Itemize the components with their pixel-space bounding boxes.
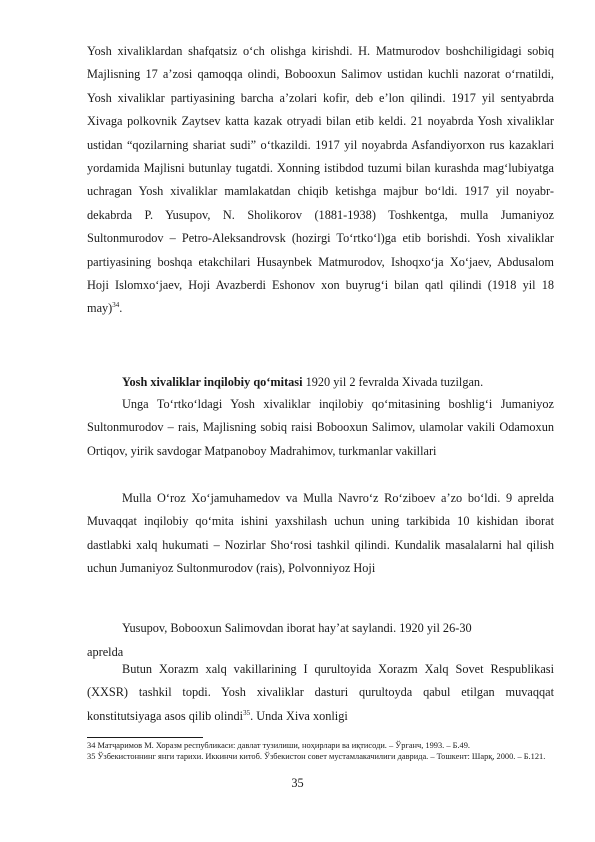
section-heading [87, 373, 554, 391]
paragraph-1 [87, 40, 554, 321]
paragraph-6-text: Butun Xorazm xalq vakillarining I qurultoyida Xorazm Xalq Sovet Respublikasi (XXSR) tashkil topdi. Yosh xivaliklar dasturi qurultoyda qabul etilgan muvaqqat konstitutsiyaga asos qilib olindi [87, 662, 554, 723]
paragraph-6-end: . Unda Xiva xonligi [250, 708, 348, 723]
paragraph-1-text: Yosh xivaliklardan shafqatsiz o‘ch olishga kirishdi. H. Matmurodov boshchiligidagi sobiq Majlisning 17 a’zosi qamoqqa olindi, Bobooxun Salimov ustidan kuchli nazorat o‘rnatildi, Yosh xivaliklar partiyasining barcha a’zolari kofir, deb e’lon qilindi. 1917 yil sentyabrda Xivaga polkovnik Zaytsev katta kazak otryadi bilan etib keldi. 21 noyabrda Yosh xivaliklar ustidan “qozilarning shariat sudi” o‘tkazildi. 1917 yil noyabrda Asfandiyorxon rus kazaklari yordamida Majlisni butunlay tugatdi. Xonning istibdod tuzumi bilan kurashda mag‘lubiyatga uchragan Yosh xivaliklar mamlakatdan chiqib ketishga majbur bo‘ldi. 1917 yil noyabr- dekabrda P. Yusupov, N. Sholikorov (1881-1938) Toshkentga, mulla Jumaniyoz Sultonmurodov – Petro-Aleksandrovsk (hozirgi To‘rtko‘l)ga etib borishdi. Yosh xivaliklar partiyasining boshqa etakchilari Husaynbek Matmurodov, Ishoqxo‘ja Xo‘jaev, Abdusalom Hoji Islomxo‘jaev, Hoji Avazberdi Eshonov xon buyrug‘i bilan qatl qilindi (1918 yil 18 may) [87, 44, 554, 316]
section-heading-rest: 1920 yil 2 fevralda Xivada tuzilgan. [302, 375, 484, 389]
footnote-ref-34[interactable]: 34 [112, 301, 120, 310]
paragraph-5: Yusupov, Bobooxun Salimovdan iborat hay’at saylandi. 1920 yil 26-30 [122, 621, 472, 635]
paragraph-5-continuation: aprelda [87, 645, 124, 659]
section-heading-bold: Yosh xivaliklar inqilobiy qo‘mitasi [122, 375, 303, 389]
paragraph-1-end: . [119, 301, 123, 316]
footnote-ref-35[interactable]: 35 [243, 708, 251, 717]
page-number: 35 [291, 776, 304, 790]
paragraph-4: Mulla O‘roz Xo‘jamuhamedov va Mulla Navro‘z Ro‘ziboev a’zo bo‘ldi. 9 aprelda Muvaqqat inqilobiy qo‘mita ishini yaxshilash uchun uning tarkibida 10 kishidan iborat dastlabki xalq hukumati – Nozirlar Sho‘rosi tashkil qilindi. Kundalik masalalarni hal qilish uchun Jumaniyoz Sultonmurodov (rais), Polvonniyoz Hoji [87, 491, 554, 576]
footnote-divider [87, 737, 203, 738]
footnote-35: 35 Ўзбекистоннинг янги тарихи. Иккинчи китоб. Ўзбекистон совет мустамлакачилиги даврида. – Тошкент: Шарқ, 2000. – Б.121. [87, 752, 546, 761]
paragraph-3: Unga To‘rtko‘ldagi Yosh xivaliklar inqilobiy qo‘mitasining boshlig‘i Jumaniyoz Sultonmurodov – rais, Majlisning sobiq raisi Bobooxun Salimov, ulamolar vakili Odamoxun Ortiqov, yirik savdogar Matpanoboy Madrahimov, turkmanlar vakillari [87, 397, 554, 458]
footnote-34: 34 Матҷаримов М. Хоразм республикаси: давлат тузилиши, ноҳирлари ва иқтисоди. – Ўрганч, 1993. – Б.49. [87, 741, 471, 750]
paragraph-6 [87, 658, 554, 728]
